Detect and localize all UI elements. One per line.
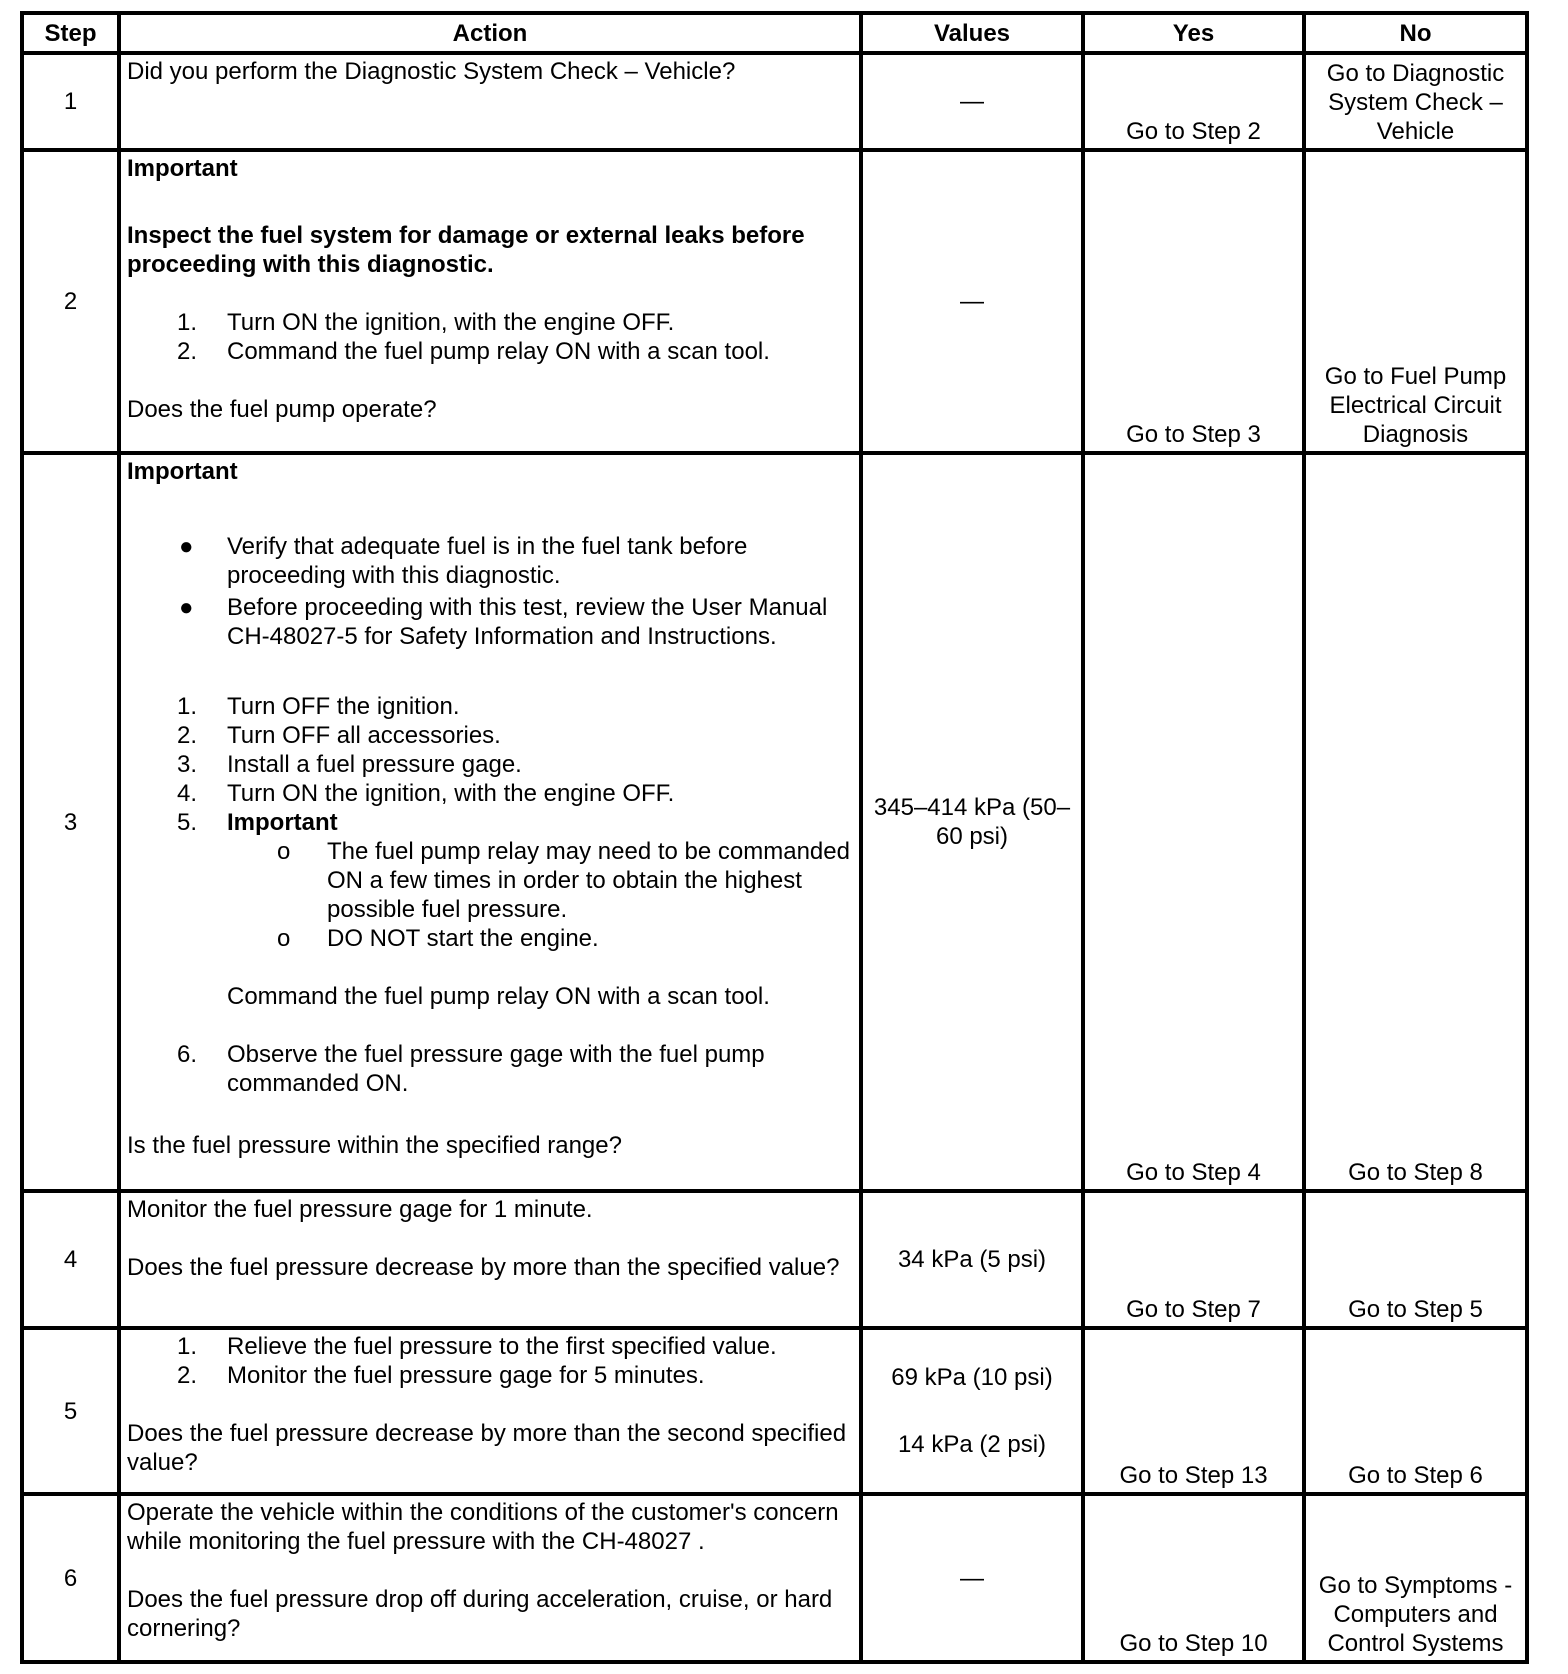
step-number: 2 xyxy=(22,150,119,453)
list-item xyxy=(127,692,853,721)
sub-list-item xyxy=(127,837,853,924)
action-text: Operate the vehicle within the conditions of the customer's concern while monitoring the fuel pressure with the CH-48027 . xyxy=(127,1499,839,1555)
circle-bullet-icon: o xyxy=(277,838,291,865)
yes-cell: Go to Step 3 xyxy=(1083,150,1304,453)
action-cell xyxy=(119,53,861,150)
item-number: 5. xyxy=(177,809,198,836)
item-number: 6. xyxy=(177,1041,198,1068)
instruction-list xyxy=(127,308,853,366)
value-cell xyxy=(861,1328,1083,1494)
header-action: Action xyxy=(119,13,861,53)
value-cell: 34 kPa (5 psi) xyxy=(861,1191,1083,1328)
item-number: 1. xyxy=(177,309,198,336)
step-number: 3 xyxy=(22,453,119,1191)
bullet-icon: ● xyxy=(179,533,194,560)
yes-cell: Go to Step 13 xyxy=(1083,1328,1304,1494)
yes-cell: Go to Step 4 xyxy=(1083,453,1304,1191)
item-text: Command the fuel pump relay ON with a scan tool. xyxy=(227,338,770,365)
instruction-list xyxy=(127,1332,853,1390)
header-step: Step xyxy=(22,13,119,53)
action-text: Did you perform the Diagnostic System Check – Vehicle? xyxy=(127,58,736,85)
table-row xyxy=(22,453,1527,1191)
header-values: Values xyxy=(861,13,1083,53)
list-item xyxy=(127,337,853,366)
item-number: 1. xyxy=(177,1333,198,1360)
item-number: 2. xyxy=(177,1362,198,1389)
item-text: Monitor the fuel pressure gage for 5 minutes. xyxy=(227,1362,705,1389)
list-item xyxy=(127,750,853,779)
value-cell: — xyxy=(861,1494,1083,1662)
item-text: Turn ON the ignition, with the engine OFF. xyxy=(227,309,675,336)
item-text: Turn OFF all accessories. xyxy=(227,722,501,749)
question-text: Is the fuel pressure within the specified range? xyxy=(127,1132,622,1159)
second-value: 14 kPa (2 psi) xyxy=(897,1431,1047,1458)
no-cell: Go to Diagnostic System Check – Vehicle xyxy=(1304,53,1527,150)
item-number: 4. xyxy=(177,780,198,807)
value-cell: — xyxy=(861,150,1083,453)
item-text: Install a fuel pressure gage. xyxy=(227,751,522,778)
instruction-list xyxy=(127,1040,853,1098)
no-cell: Go to Fuel Pump Electrical Circuit Diagnosis xyxy=(1304,150,1527,453)
question-text: Does the fuel pressure decrease by more than the specified value? xyxy=(127,1254,840,1281)
list-item xyxy=(127,532,853,590)
question-text: Does the fuel pressure decrease by more than the second specified value? xyxy=(127,1420,847,1476)
item-number: 2. xyxy=(177,722,198,749)
list-item xyxy=(127,808,853,837)
table-row xyxy=(22,53,1527,150)
table-row xyxy=(22,1494,1527,1662)
instruction-list xyxy=(127,692,853,837)
list-item xyxy=(127,593,853,651)
important-heading: Important xyxy=(127,458,238,485)
item-text: The fuel pump relay may need to be commanded ON a few times in order to obtain the highest possible fuel pressure. xyxy=(327,838,850,923)
question-text: Does the fuel pump operate? xyxy=(127,396,437,423)
sub-list-item xyxy=(127,924,853,953)
step-number: 5 xyxy=(22,1328,119,1494)
table-row xyxy=(22,150,1527,453)
value-cell: — xyxy=(861,53,1083,150)
step-number: 4 xyxy=(22,1191,119,1328)
list-item xyxy=(127,1040,853,1098)
item-text: DO NOT start the engine. xyxy=(327,925,599,952)
table-row xyxy=(22,1191,1527,1328)
action-cell xyxy=(119,1328,861,1494)
circle-bullet-icon: o xyxy=(277,925,291,952)
yes-cell: Go to Step 10 xyxy=(1083,1494,1304,1662)
item-text: Important xyxy=(227,809,338,836)
item-text: Turn OFF the ignition. xyxy=(227,693,460,720)
step-number: 1 xyxy=(22,53,119,150)
diagnostic-table xyxy=(20,11,1529,1664)
item-number: 1. xyxy=(177,693,198,720)
item-text: Turn ON the ignition, with the engine OFF. xyxy=(227,780,675,807)
table-row xyxy=(22,1328,1527,1494)
list-item xyxy=(127,1332,853,1361)
list-item xyxy=(127,1361,853,1390)
yes-cell: Go to Step 7 xyxy=(1083,1191,1304,1328)
item-text: Verify that adequate fuel is in the fuel tank before proceeding with this diagnostic. xyxy=(227,533,748,589)
header-yes: Yes xyxy=(1083,13,1304,53)
no-cell: Go to Symptoms - Computers and Control Systems xyxy=(1304,1494,1527,1662)
bullet-list xyxy=(127,532,853,651)
step-number: 6 xyxy=(22,1494,119,1662)
list-item xyxy=(127,721,853,750)
list-item xyxy=(127,308,853,337)
value-cell: 345–414 kPa (50–60 psi) xyxy=(861,453,1083,1191)
item-text: Before proceeding with this test, review the User Manual CH-48027-5 for Safety Information and Instructions. xyxy=(227,594,828,650)
bullet-icon: ● xyxy=(179,594,194,621)
action-text: Monitor the fuel pressure gage for 1 minute. xyxy=(127,1196,593,1223)
important-note: Inspect the fuel system for damage or external leaks before proceeding with this diagnostic. xyxy=(127,222,805,278)
important-heading: Important xyxy=(127,155,238,182)
action-cell xyxy=(119,150,861,453)
no-cell: Go to Step 8 xyxy=(1304,453,1527,1191)
table-header-row xyxy=(22,13,1527,53)
first-value: 69 kPa (10 psi) xyxy=(891,1364,1053,1391)
question-text: Does the fuel pressure drop off during acceleration, cruise, or hard cornering? xyxy=(127,1586,833,1642)
command-text: Command the fuel pump relay ON with a scan tool. xyxy=(227,983,770,1010)
action-cell xyxy=(119,1191,861,1328)
item-number: 3. xyxy=(177,751,198,778)
item-number: 2. xyxy=(177,338,198,365)
action-cell xyxy=(119,1494,861,1662)
sub-list xyxy=(127,837,853,953)
no-cell: Go to Step 6 xyxy=(1304,1328,1527,1494)
item-text: Relieve the fuel pressure to the first specified value. xyxy=(227,1333,777,1360)
yes-cell: Go to Step 2 xyxy=(1083,53,1304,150)
header-no: No xyxy=(1304,13,1527,53)
list-item xyxy=(127,779,853,808)
no-cell: Go to Step 5 xyxy=(1304,1191,1527,1328)
action-cell xyxy=(119,453,861,1191)
item-text: Observe the fuel pressure gage with the fuel pump commanded ON. xyxy=(227,1041,765,1097)
